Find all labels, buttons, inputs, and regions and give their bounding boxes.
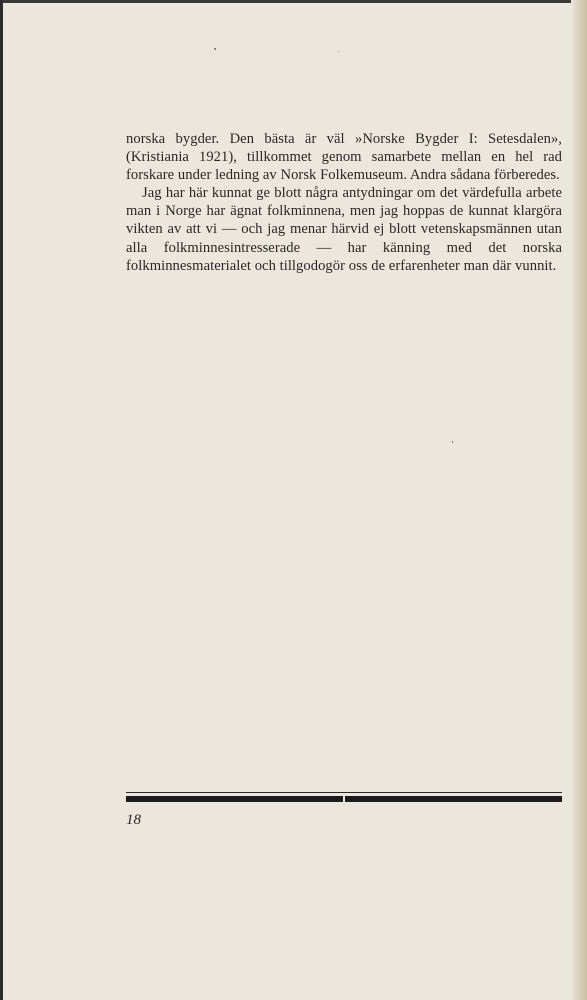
paragraph: Jag har här kunnat ge blott några antydningar om det värdefulla arbete man i Norge har ägnat folkminnena, men jag hoppas de kunnat klargöra vikten av att vi — och jag menar härvid ej blott vetenskapsmännen utan alla folkminnesintresserade — har känning med det norska folkminnesmaterialet och tillgodogör oss de erfarenheter man där vunnit. — [126, 185, 562, 274]
paper-speck — [214, 48, 216, 50]
page-number: 18 — [126, 812, 141, 828]
page-right-edge — [571, 0, 587, 1000]
body-text — [126, 130, 562, 275]
scan-top-edge — [0, 0, 587, 3]
paragraph: norska bygder. Den bästa är väl »Norske Bygder I: Setesdalen», (Kristiania 1921), tillkommet genom samarbete mellan en hel rad forskare under ledning av Norsk Folkemuseum. Andra sådana förberedes. — [126, 131, 562, 184]
footer-rule-thin — [126, 792, 562, 793]
paper-speck — [338, 51, 339, 52]
paper-speck — [452, 441, 453, 443]
scan-left-edge — [0, 0, 3, 1000]
footer-rule-gap — [343, 796, 345, 802]
